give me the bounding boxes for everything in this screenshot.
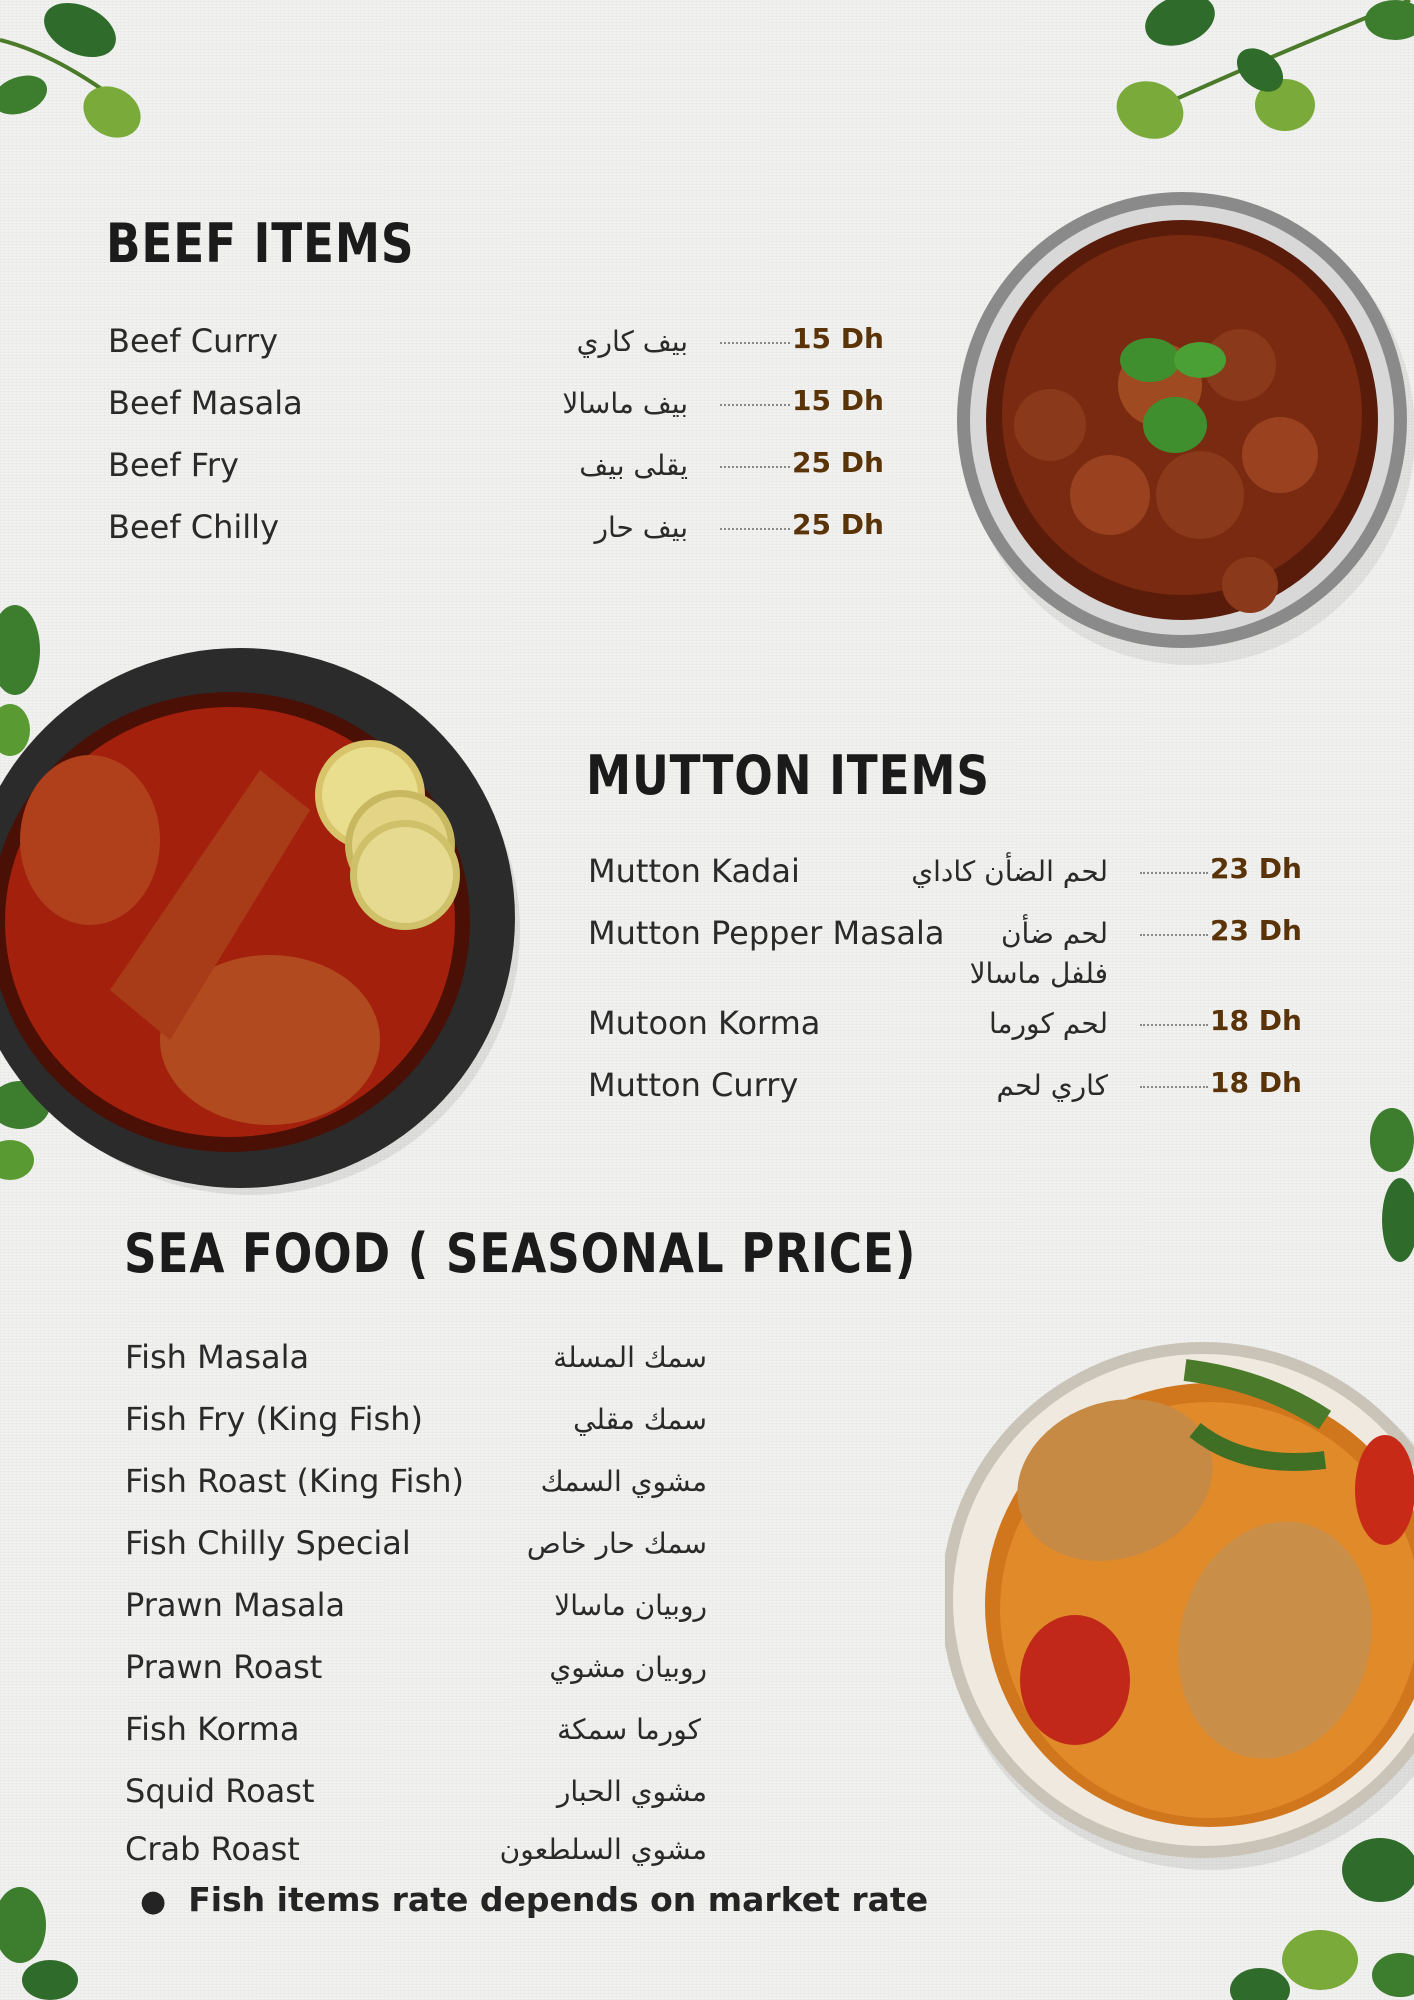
item-name: Fish Fry (King Fish)	[125, 1400, 423, 1438]
item-price: 25 Dh	[792, 446, 884, 479]
item-name-arabic: روبيان مشوي	[549, 1651, 707, 1684]
list-item	[588, 852, 1308, 902]
item-price: 23 Dh	[1210, 914, 1302, 947]
leader-dots	[720, 404, 790, 406]
list-item	[588, 914, 1308, 994]
item-name-arabic: مشوي السمك	[540, 1465, 707, 1498]
item-name-arabic: بيف ماسالا	[562, 387, 688, 420]
item-name: Beef Fry	[108, 446, 239, 484]
item-name-arabic: سمك حار خاص	[526, 1527, 707, 1560]
item-name: Squid Roast	[125, 1772, 315, 1810]
item-name: Crab Roast	[125, 1830, 300, 1868]
item-price: 15 Dh	[792, 322, 884, 355]
item-name: Mutton Curry	[588, 1066, 799, 1104]
item-name: Prawn Roast	[125, 1648, 323, 1686]
item-name-arabic: لحم ضأن فلفل ماسالا	[969, 917, 1108, 990]
beef-section-title: BEEF ITEMS	[106, 212, 415, 275]
item-name-arabic: سمك مقلي	[573, 1403, 707, 1436]
list-item	[108, 322, 884, 372]
leader-dots	[1140, 1024, 1208, 1026]
item-name-arabic: روبيان ماسالا	[554, 1589, 707, 1622]
leader-dots	[720, 342, 790, 344]
list-item	[125, 1586, 707, 1636]
item-name-arabic: لحم كورما	[989, 1007, 1108, 1040]
item-name: Beef Curry	[108, 322, 279, 360]
item-name-arabic: سمك المسلة	[553, 1341, 707, 1374]
item-name-arabic: لحم الضأن كاداي	[911, 855, 1108, 888]
seafood-section-title: SEA FOOD ( SEASONAL PRICE)	[124, 1222, 917, 1285]
item-name: Fish Chilly Special	[125, 1524, 411, 1562]
list-item	[125, 1772, 707, 1822]
leader-dots	[720, 466, 790, 468]
item-name: Beef Masala	[108, 384, 303, 422]
leader-dots	[720, 528, 790, 530]
item-price: 23 Dh	[1210, 852, 1302, 885]
list-item	[125, 1524, 707, 1574]
item-name-arabic: كاري لحم	[996, 1069, 1108, 1102]
item-name: Prawn Masala	[125, 1586, 346, 1624]
item-price: 15 Dh	[792, 384, 884, 417]
leaf-decoration-right-middle	[1350, 1100, 1414, 1270]
list-item	[125, 1338, 707, 1388]
list-item	[125, 1400, 707, 1450]
list-item	[108, 384, 884, 434]
bullet-icon: ●	[140, 1884, 167, 1919]
item-name-arabic: مشوي السلطعون	[499, 1833, 707, 1866]
item-name-arabic: بيف حار	[594, 511, 688, 544]
item-price: 18 Dh	[1210, 1004, 1302, 1037]
item-name: Mutton Pepper Masala	[588, 914, 945, 952]
item-name: Fish Korma	[125, 1710, 300, 1748]
list-item	[125, 1648, 707, 1698]
leader-dots	[1140, 1086, 1208, 1088]
item-name-arabic: كورما سمكة	[557, 1713, 701, 1746]
leaf-decoration-top-left	[0, 0, 160, 160]
leaf-decoration-top-right	[1110, 0, 1414, 160]
leader-dots	[1140, 872, 1208, 874]
note-text: Fish items rate depends on market rate	[188, 1880, 929, 1919]
list-item	[125, 1462, 707, 1512]
item-price: 25 Dh	[792, 508, 884, 541]
list-item	[125, 1830, 707, 1880]
chicken-curry-image	[0, 640, 520, 1200]
leader-dots	[1140, 934, 1208, 936]
list-item	[108, 446, 884, 496]
item-name: Beef Chilly	[108, 508, 279, 546]
market-rate-note	[140, 1880, 928, 1919]
item-name-arabic: مشوي الحبار	[556, 1775, 707, 1808]
item-name: Fish Roast (King Fish)	[125, 1462, 464, 1500]
leaf-decoration-bottom-left	[0, 1880, 80, 2000]
list-item	[588, 1066, 1308, 1116]
item-price: 18 Dh	[1210, 1066, 1302, 1099]
item-name-arabic: بيف كاري	[576, 325, 688, 358]
item-name: Mutton Kadai	[588, 852, 800, 890]
beef-curry-image	[950, 165, 1414, 685]
item-name-arabic: يقلى بيف	[579, 449, 688, 482]
list-item	[125, 1710, 707, 1760]
fish-curry-image	[945, 1330, 1414, 1870]
list-item	[588, 1004, 1308, 1054]
list-item	[108, 508, 884, 558]
mutton-section-title: MUTTON ITEMS	[586, 744, 990, 807]
item-name: Fish Masala	[125, 1338, 310, 1376]
item-name: Mutoon Korma	[588, 1004, 821, 1042]
